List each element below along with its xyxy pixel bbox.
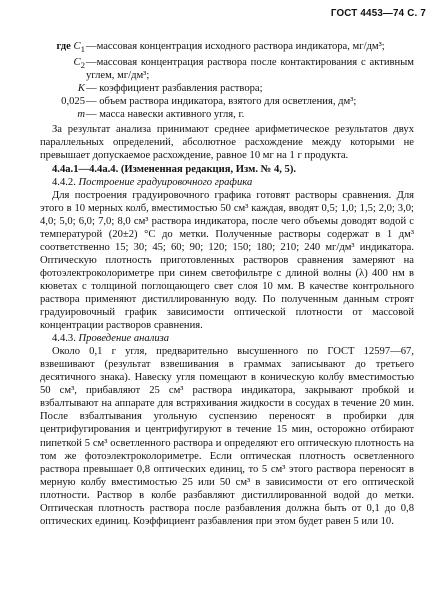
page-header: ГОСТ 4453—74 С. 7 — [330, 8, 426, 19]
document-body — [40, 40, 414, 528]
definition-symbol: 0,025 — [61, 96, 85, 108]
definition-symbol: m — [77, 109, 85, 121]
section-number: 4.4.3. — [52, 333, 76, 345]
analysis-paragraph: Около 0,1 г угля, предварительно высушенного по ГОСТ 12597—67, взвешивают (результат взвешивания в граммах записывают до третьего десятичного знака). Навеску угля помещают в коническую колбу вместимостью 50 см³, прибавляют 25 см³ раствора индикатора, закрывают пробкой и взбалтывают на аппарате для встряхивания жидкости в сосудах в течение 20 мин. После взбалтывания угольную суспензию переносят в пробирки для центрифугирования и центрифугируют в течение 15 мин, осторожно отбирают пипеткой 5 см³ осветленного раствора и определяют его оптическую плотность на том же фотоэлектроколориметре. Если оптическая плотность осветленного раствора превышает 0,8 оптических единиц, то 5 см³ этого раствора переносят в мерную колбу вместимостью 25 или 50 см³ в зависимости от его оптической плотности. Раствор в колбе разбавляют дистиллированной водой до метки. Оптическая плотность раствора после разбавления должна быть от 0,1 до 0,8 оптических единиц. Коэффициент разбавления при этом будет равен 5 или 10. — [40, 346, 414, 527]
section-number: 4.4.2. — [52, 176, 76, 188]
definition-symbol: C — [73, 57, 81, 69]
definition-row — [40, 82, 414, 95]
definition-row — [40, 108, 414, 121]
definition-row — [40, 40, 414, 56]
amendment-note: 4.4а.1—4.4а.4. (Измененная редакция, Изм. № 4, 5). — [52, 163, 297, 175]
definitions-list — [40, 40, 414, 121]
definition-symbol: K — [77, 83, 85, 95]
definition-row — [40, 95, 414, 108]
definition-subscript: 2 — [80, 60, 85, 71]
definition-row — [40, 56, 414, 82]
definition-text: —массовая концентрация раствора после контактирования с активным углем, мг/дм³; — [86, 57, 414, 82]
definition-prefix: где — [56, 41, 71, 52]
calibration-paragraph: Для построения градуировочного графика готовят растворы сравнения. Для этого в 10 мерных колб, вместимостью 50 см³ каждая, вводят 0,5; 1,0; 1,5; 2,0; 3,0; 4,0; 5,0; 6,0; 7,0; 8,0 см³ раствора индикатора, после чего объемы доводят водой с температурой (20±2) °С до метки. Полученные растворы содержат в 1 дм³ соответственно 15; 30; 45; 60; 90; 120; 150; 180; 210; 240 мг/дм³ индикатора. Оптическую плотность приготовленных растворов сравнения замеряют на фотоэлектроколориметре при синем светофильтре с длиной волны (λ) 400 нм в кюветах с толщиной поглощающего свет слоя 10 мм. В качестве контрольного раствора применяют дистиллированную воду. По полученным данным строят градуировочный график зависимости оптической плотности от массовой концентрации растворов сравнения. — [40, 189, 414, 332]
definition-text: — коэффициент разбавления раствора; — [86, 83, 263, 95]
section-title: Построение градуировочного графика — [78, 176, 253, 188]
definition-text: — масса навески активного угля, г. — [86, 109, 245, 121]
definition-symbol: C — [73, 41, 81, 52]
section-heading — [40, 332, 414, 345]
section-heading — [40, 176, 414, 189]
definition-text: — объем раствора индикатора, взятого для осветления, дм³; — [86, 96, 357, 108]
result-paragraph: За результат анализа принимают среднее арифметическое результатов двух параллельных определений, абсолютное расхождение между которыми не превышает допускаемое расхождение, равное 10 мг на 1 г продукта. — [40, 124, 414, 162]
definition-subscript: 1 — [80, 44, 85, 55]
section-title: Проведение анализа — [78, 333, 170, 345]
definition-text: —массовая концентрация исходного раствора индикатора, мг/дм³; — [86, 41, 385, 52]
